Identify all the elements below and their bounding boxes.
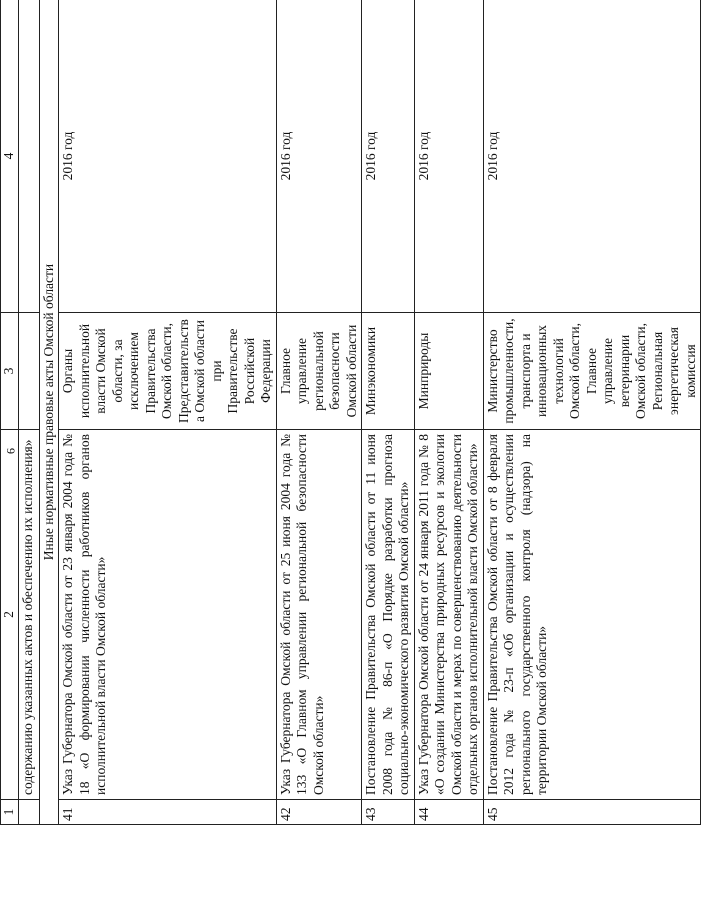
term: 2016 год — [483, 0, 701, 313]
executor: Главное управление региональной безопасности Омской области — [276, 313, 362, 430]
table-row — [414, 0, 483, 825]
row-number: 41 — [59, 800, 277, 825]
column-number: 4 — [1, 0, 19, 313]
term: 2016 год — [414, 0, 483, 313]
act-name: Постановление Правительства Омской области от 11 июня 2008 года № 86-п «О Порядке разработки прогноза социально-экономического развития Омской области» — [362, 430, 415, 800]
table-cell — [18, 800, 39, 825]
column-number-row — [1, 0, 19, 825]
executor: Органы исполнительной власти Омской области, за исключением Правительства Омской области, Представительства Омской области при Правительстве Российской Федерации — [59, 313, 277, 430]
term: 2016 год — [276, 0, 362, 313]
column-number: 2 — [1, 430, 19, 800]
page-number: 9 — [4, 448, 18, 454]
table-cell — [18, 0, 39, 313]
executor: Минэкономики — [362, 313, 415, 430]
section-row — [39, 0, 59, 825]
term: 2016 год — [59, 0, 277, 313]
section-heading: Иные нормативные правовые акты Омской области — [39, 0, 59, 825]
table-row — [276, 0, 362, 825]
table-row — [59, 0, 277, 825]
table-cell — [18, 313, 39, 430]
column-number: 1 — [1, 800, 19, 825]
column-number: 3 — [1, 313, 19, 430]
act-name: Указ Губернатора Омской области от 25 июня 2004 года № 133 «О Главном управлении региональной безопасности Омской области» — [276, 430, 362, 800]
executor: Министерство промышленности, транспорта и инновационных технологий Омской области, Главное управление ветеринарии Омской области, Региональная энергетическая комиссия — [483, 313, 701, 430]
continuation-text: содержанию указанных актов и обеспечению их исполнения» — [18, 430, 39, 800]
act-name: Указ Губернатора Омской области от 23 января 2004 года № 18 «О формировании численности работников органов исполнительной власти Омской области» — [59, 430, 277, 800]
row-number: 44 — [414, 800, 483, 825]
row-number: 42 — [276, 800, 362, 825]
term: 2016 год — [362, 0, 415, 313]
table-row — [362, 0, 415, 825]
act-name: Указ Губернатора Омской области от 24 января 2011 года № 8 «О создании Министерства природных ресурсов и экологии Омской области и мерах по совершенствованию деятельности отдельных органов исполнительной власти Омской области» — [414, 430, 483, 800]
executor: Минприроды — [414, 313, 483, 430]
continuation-row — [18, 0, 39, 825]
act-name: Постановление Правительства Омской области от 8 февраля 2012 года № 23-п «Об организации и осуществлении регионального государственного контроля (надзора) на территории Омской области» — [483, 430, 701, 800]
table-row — [483, 0, 701, 825]
row-number: 45 — [483, 800, 701, 825]
row-number: 43 — [362, 800, 415, 825]
